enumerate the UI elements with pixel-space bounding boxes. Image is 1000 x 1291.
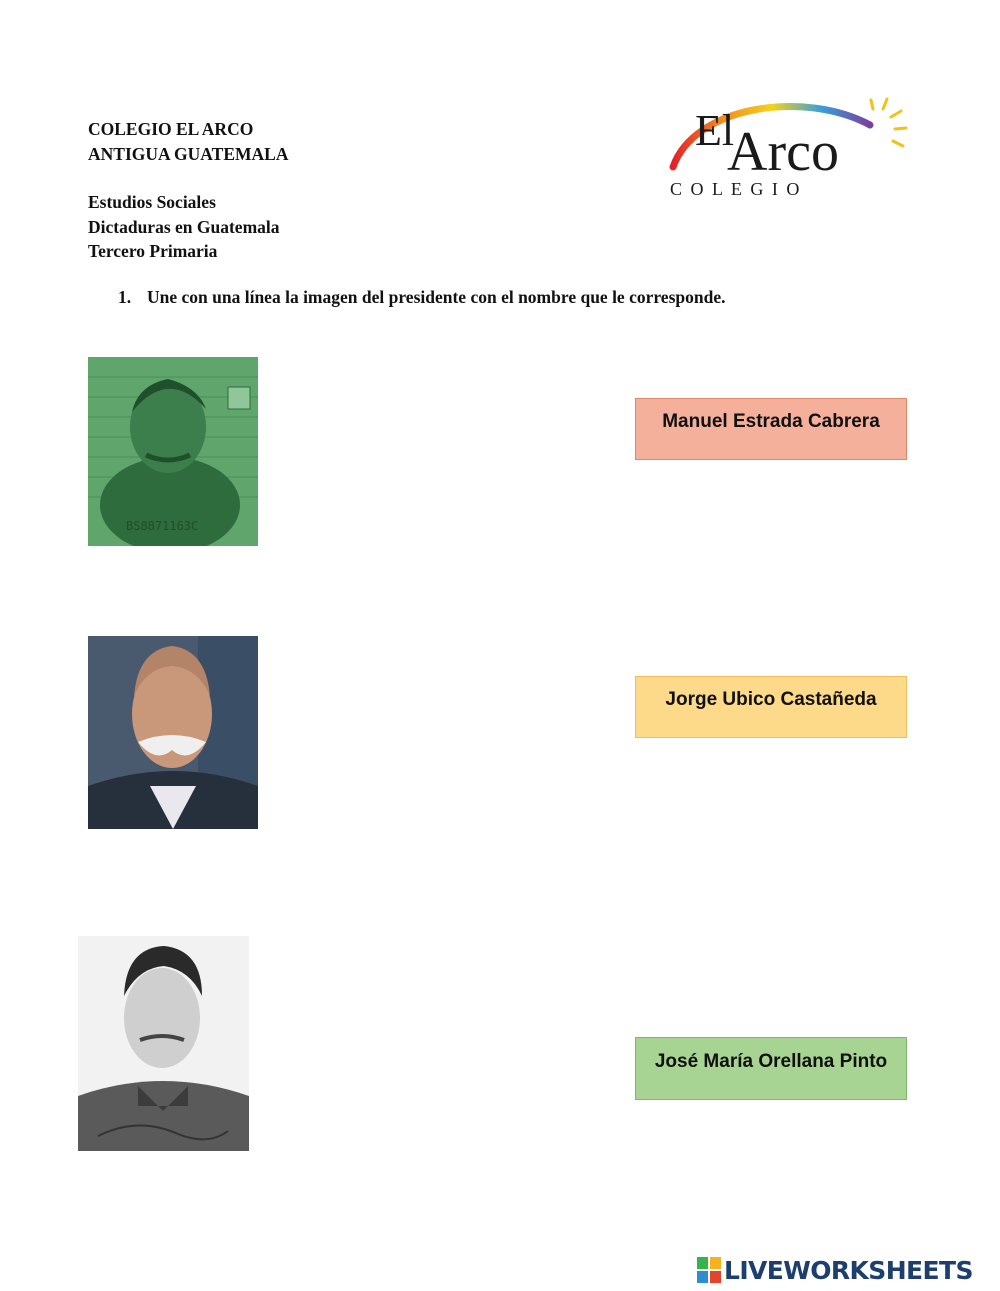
svg-text:C O L E G I O: C O L E G I O bbox=[670, 179, 802, 199]
svg-text:BS8871163C: BS8871163C bbox=[126, 519, 199, 533]
painted-portrait-icon bbox=[88, 636, 258, 829]
grade: Tercero Primaria bbox=[88, 241, 218, 261]
rainbow-arc-icon bbox=[665, 95, 910, 205]
document-header bbox=[88, 117, 288, 264]
name-box-2[interactable] bbox=[635, 676, 907, 738]
topic: Dictaduras en Guatemala bbox=[88, 216, 280, 237]
banknote-portrait-icon bbox=[88, 357, 258, 546]
president-photo-3[interactable] bbox=[78, 936, 249, 1151]
instruction-text: Une con una línea la imagen del presidente con el nombre que le corresponde. bbox=[147, 287, 726, 307]
president-photo-1[interactable] bbox=[88, 357, 258, 546]
school-name: COLEGIO EL ARCO bbox=[88, 119, 254, 139]
instruction bbox=[118, 287, 725, 308]
name-label: José María Orellana Pinto bbox=[654, 1050, 888, 1072]
school-location: ANTIGUA GUATEMALA bbox=[88, 143, 289, 164]
svg-text:El: El bbox=[695, 106, 735, 155]
instruction-number: 1. bbox=[118, 287, 132, 307]
bw-portrait-icon bbox=[78, 936, 249, 1151]
name-label: Jorge Ubico Castañeda bbox=[665, 689, 877, 710]
subject: Estudios Sociales bbox=[88, 192, 216, 212]
name-label: Manuel Estrada Cabrera bbox=[662, 411, 880, 432]
name-box-3[interactable] bbox=[635, 1037, 907, 1100]
brand-text: LIVEWORKSHEETS bbox=[724, 1255, 973, 1285]
liveworksheets-brand bbox=[697, 1255, 973, 1285]
name-box-1[interactable] bbox=[635, 398, 907, 460]
liveworksheets-logo-icon bbox=[697, 1257, 721, 1283]
president-photo-2[interactable] bbox=[88, 636, 258, 829]
school-logo bbox=[665, 95, 910, 205]
svg-text:Arco: Arco bbox=[727, 121, 839, 183]
